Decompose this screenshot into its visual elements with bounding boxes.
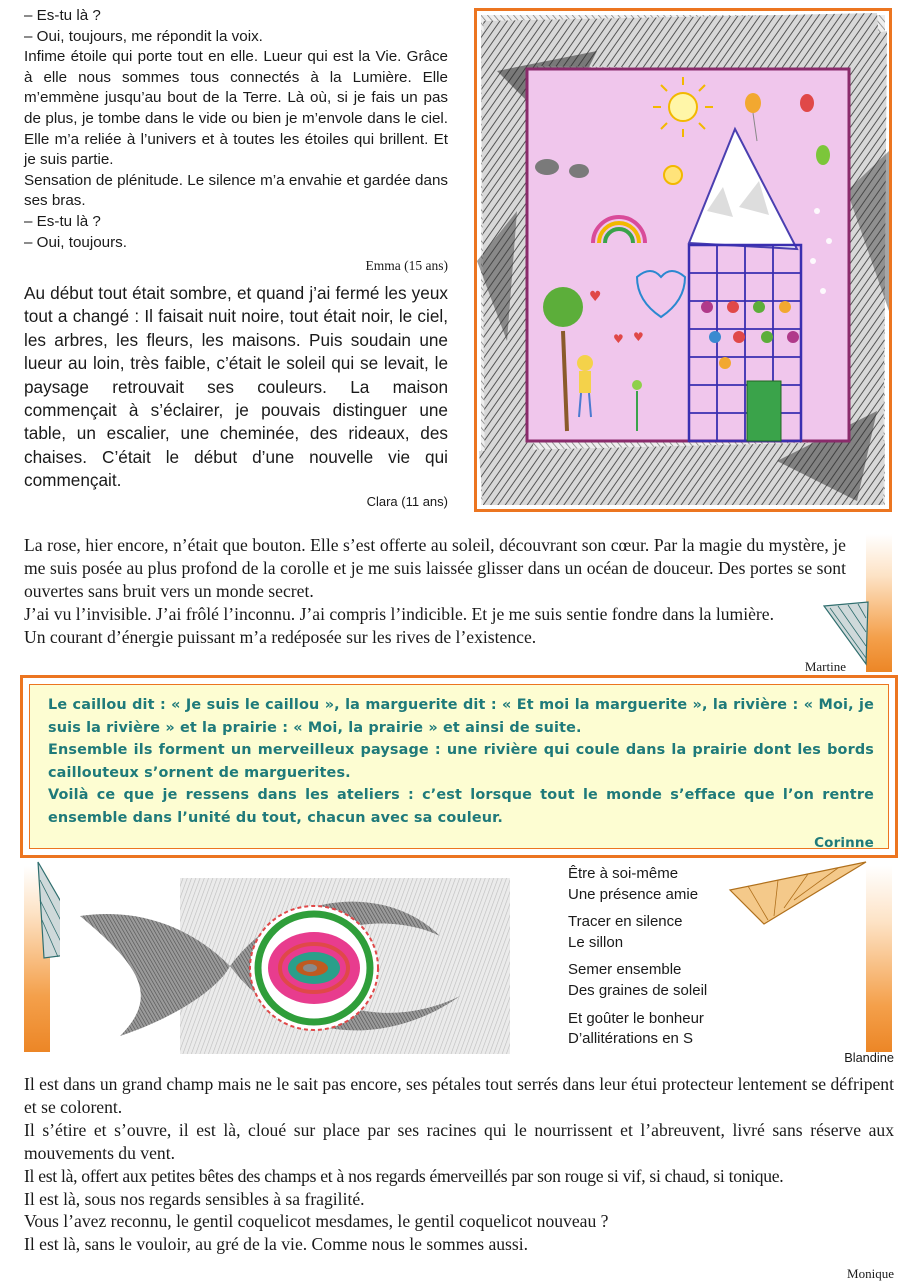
corinne-paragraph: Le caillou dit : « Je suis le caillou », la marguerite dit : « Et moi la marguerite », la rivière : « Moi, je suis la rivière » et la prairie : « Moi, la prairie » et ainsi de suite.	[48, 697, 874, 736]
poem-line: Le sillon	[568, 933, 624, 951]
hatched-triangle-decoration	[822, 600, 870, 666]
poem-line: D’allitérations en S	[568, 1030, 694, 1048]
monique-line: Il est là, sous nos regards sensibles à sa fragilité.	[24, 1188, 365, 1209]
monique-line: Il est dans un grand champ mais ne le sait pas encore, ses pétales tout serrés dans leur étui protecteur lentement se défripent et se colorent.	[24, 1074, 894, 1117]
clara-paragraph: Au début tout était sombre, et quand j’ai fermé les yeux tout a changé : Il faisait nuit noire, tout était noir, le ciel, les arbres, les fleurs, les maisons. Puis soudain une lueur au loin, très faible, c’était le soleil qui se levait, le paysage retrouvait ses couleurs. La maison commençait à s’éclairer, je pouvais distinguer une table, un escalier, une cheminée, des rideaux, des chaises. C’était le début d’une nouvelle vie qui commençait.	[24, 283, 448, 491]
poem-line: Tracer en silence	[568, 913, 683, 931]
emma-line: Infime étoile qui porte tout en elle. Lueur qui est la Vie. Grâce à elle nous sommes tous connectés à la Lumière. Elle m’emmène jusqu’au bout de la Terre. Là où, si je fais un pas de plus, je tombe dans le vide ou bien je m’envole dans le ciel. Elle m’a reliée à l’univers et à toutes les étoiles qui brillent. Et je suis partie.	[24, 48, 448, 169]
martine-text-block	[24, 534, 846, 678]
monique-line: Il est là, offert aux petites bêtes des champs et à nos regards émerveillés par son rouge si vif, si chaud, si tonique.	[24, 1165, 784, 1186]
poem-stanza	[568, 960, 768, 1001]
svg-text:♥: ♥	[589, 289, 602, 305]
blandine-poem	[568, 864, 768, 1057]
svg-text:♥: ♥	[613, 332, 624, 346]
poem-line: Des graines de soleil	[568, 981, 708, 999]
poem-stanza	[568, 912, 768, 953]
blandine-signature: Blandine	[844, 1050, 894, 1065]
corinne-paragraph: Ensemble ils forment un merveilleux paysage : une rivière qui coule dans la prairie dont les bords caillouteux s’ornent de marguerites.	[48, 742, 874, 781]
clara-signature: Clara (11 ans)	[366, 493, 448, 509]
child-drawing-frame	[474, 8, 892, 512]
emma-text-block	[24, 6, 448, 277]
corinne-quote-inner	[29, 684, 889, 849]
monique-line: Il s’étire et s’ouvre, il est là, cloué sur place par ses racines qui le nourrissent et l’abreuvent, livré sans réserve aux mouvements du vent.	[24, 1119, 894, 1163]
child-drawing-illustration	[477, 11, 889, 509]
emma-line: – Es-tu là ?	[24, 212, 101, 230]
corinne-quote-box	[20, 675, 898, 858]
poem-line: Semer ensemble	[568, 961, 682, 979]
martine-line: J’ai vu l’invisible. J’ai frôlé l’inconnu. J’ai compris l’indicible. Et je me suis sentie fondre dans la lumière.	[24, 604, 774, 624]
orange-side-stripe	[866, 866, 892, 1052]
corinne-paragraph: Voilà ce que je ressens dans les ateliers : c’est lorsque tout le monde s’efface que l’on rentre ensemble dans l’unité du tout, chacun avec sa couleur.	[48, 787, 874, 826]
monique-text-block	[24, 1073, 894, 1281]
poem-line: Et goûter le bonheur	[568, 1009, 704, 1027]
monique-signature: Monique	[847, 1266, 894, 1281]
emma-line: – Oui, toujours.	[24, 233, 127, 251]
emma-line: – Es-tu là ?	[24, 7, 101, 24]
emma-line: – Oui, toujours, me répondit la voix.	[24, 27, 263, 45]
poem-line: Être à soi-même	[568, 865, 679, 882]
eye-drawing-illustration	[60, 876, 512, 1056]
martine-signature: Martine	[804, 659, 846, 674]
poem-stanza	[568, 1009, 768, 1050]
emma-signature: Emma (15 ans)	[365, 258, 448, 274]
svg-text:♥: ♥	[633, 330, 644, 344]
emma-line: Sensation de plénitude. Le silence m’a envahie et gardée dans ses bras.	[24, 171, 448, 210]
clara-text-block	[24, 282, 448, 511]
corinne-signature: Corinne	[814, 834, 874, 851]
monique-line: Il est là, sans le vouloir, au gré de la vie. Comme nous le sommes aussi.	[24, 1234, 529, 1255]
martine-line: La rose, hier encore, n’était que bouton. Elle s’est offerte au soleil, découvrant son cœur. Par la magie du mystère, je me suis posée au plus profond de la corolle et je me suis laissée glisser dans un océan de douceur. Des portes se sont ouvertes sans bruit vers un monde secret.	[24, 535, 846, 601]
martine-line: Un courant d’énergie puissant m’a redéposée sur les rives de l’existence.	[24, 627, 537, 647]
monique-line: Vous l’avez reconnu, le gentil coquelicot mesdames, le gentil coquelicot nouveau ?	[24, 1211, 609, 1232]
poem-stanza	[568, 864, 768, 905]
poem-line: Une présence amie	[568, 885, 699, 903]
